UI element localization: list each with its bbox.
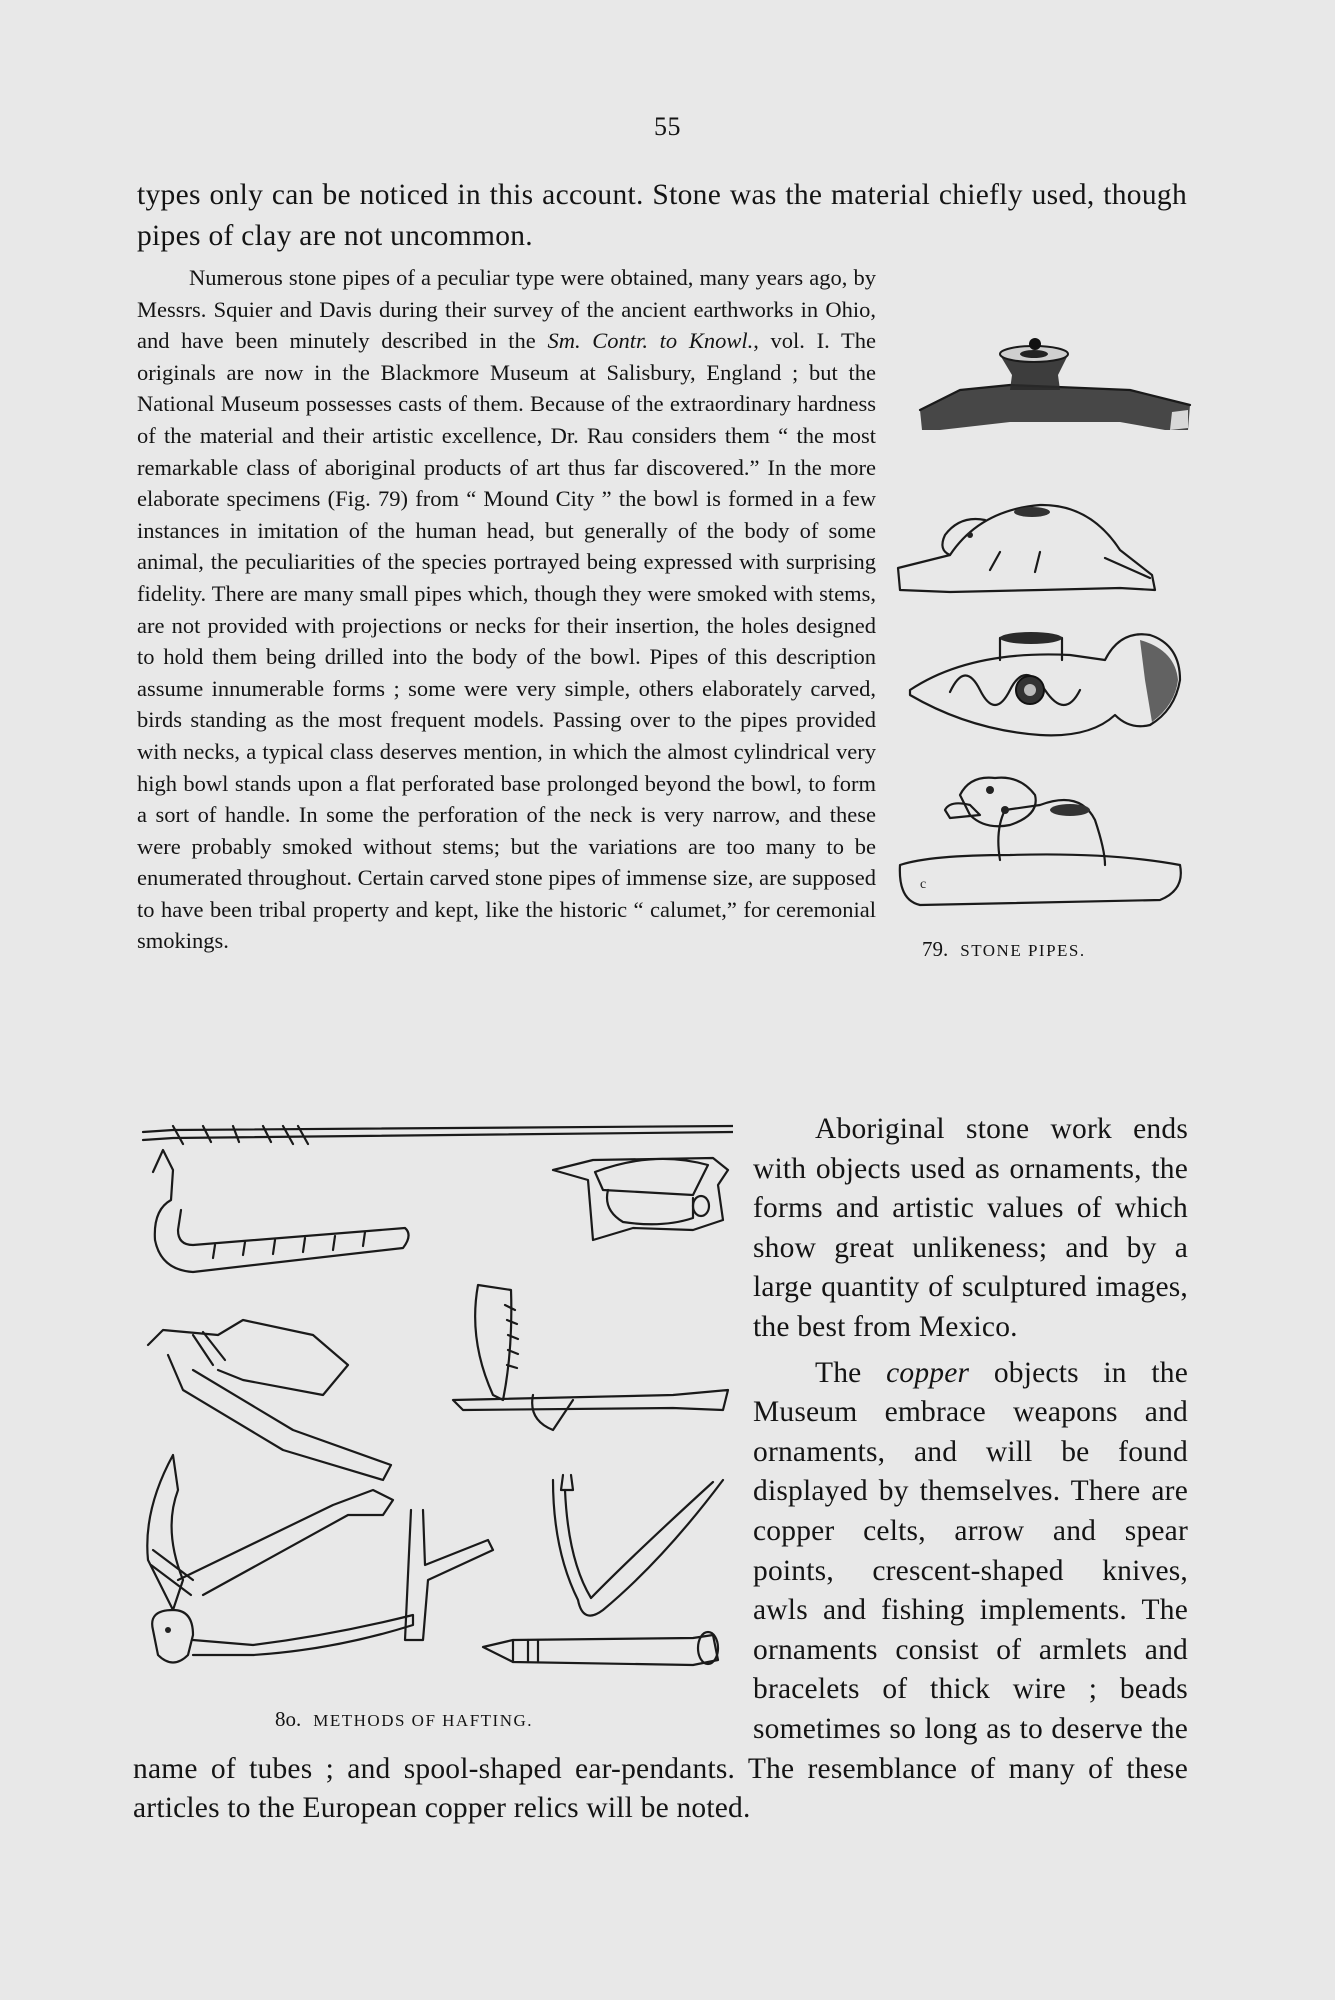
beaver-pipe-icon: [898, 505, 1155, 592]
serrated-knife-haft-icon: [453, 1285, 728, 1430]
hafting-and-copper-section: [133, 1110, 1188, 1829]
skull-knife-icon: [152, 1610, 413, 1663]
antler-fork-icon: [553, 1475, 723, 1616]
page-number: 55: [654, 112, 681, 141]
awl-handle-icon: [483, 1632, 718, 1665]
paragraph-3-text-b: objects in the Museum embrace weapons and ornaments, and will be found displayed by themselves. There are copper celts, arrow and spear points, crescent-shaped knives, awls and fishing implements. The ornaments consist of armlets and bracelets of thick wire ; beads sometimes so long as to deserve the name of tubes ; and spool-shaped ear-pendants. The resemblance of many of these articles to the European copper relics will be noted.: [133, 1356, 1188, 1825]
paragraph-stone-work: Aboriginal stone work ends with objects used as ornaments, the forms and artistic values of which show great unlikeness; and by a large quantity of sculptured images, the best from Mexico.: [753, 1113, 1188, 1343]
adze-icon: [405, 1510, 493, 1640]
serpent-pipe-icon: [910, 632, 1180, 735]
lead-paragraph: types only can be noticed in this account. Stone was the material chiefly used, though pipes of clay are not uncommon.: [137, 179, 1187, 252]
citation-smithsonian-contributions: Sm. Contr. to Knowl.: [547, 328, 754, 354]
hafted-axe-head-icon: [553, 1158, 728, 1240]
figure-79-number: 79.: [922, 937, 949, 961]
figure-79-illustration: [890, 330, 1195, 925]
figure-80-illustration: [133, 1110, 733, 1695]
figure-80-number: 8o.: [275, 1707, 302, 1731]
hafted-spear-icon: [143, 1126, 733, 1144]
platform-pipe-icon: [920, 338, 1190, 430]
hafted-celt-icon: [148, 1320, 391, 1480]
svg-text:c: c: [920, 877, 927, 892]
copper-italic: copper: [886, 1356, 970, 1389]
figure-79-caption: [922, 934, 1086, 967]
paragraph-3-text-a: The: [815, 1356, 887, 1389]
curved-pick-icon: [147, 1455, 393, 1610]
stone-pipes-section: [137, 262, 1187, 970]
paragraph-1-text-a: Numerous stone pipes of a peculiar type were obtained, many years ago, by Messrs. Squier and Davis during their survey of the ancient earthworks in Ohio, and have been minutely described in the: [137, 265, 876, 354]
frog-pipe-icon: [900, 778, 1181, 905]
curved-club-icon: [153, 1150, 409, 1272]
figure-80-caption-text: METHODS OF HAFTING.: [313, 1711, 534, 1730]
figure-79-stone-pipes: [890, 330, 1195, 970]
figure-79-caption-text: STONE PIPES.: [960, 941, 1086, 960]
figure-80-methods-of-hafting: [133, 1110, 733, 1740]
paragraph-1-text-b: , vol. I. The originals are now in the Blackmore Museum at Salisbury, England ; but the National Museum possesses casts of them. Because of the extraordinary hardness of the material and their artistic excellence, Dr. Rau considers them “ the most remarkable class of aboriginal products of art thus far discovered.” In the more elaborate specimens (Fig. 79) from “ Mound City ” the bowl is formed in a few instances in imitation of the human head, but generally of the body of some animal, the peculiarities of the species portrayed being expressed with surprising fidelity. There are many small pipes which, though they were smoked with stems, are not provided with projections or necks for their insertion, the holes designed to hold them being drilled into the body of the bowl. Pipes of this description assume innumerable forms ; some were very simple, others elaborately carved, birds standing as the most frequent models. Passing over to the pipes provided with necks, a typical class deserves mention, in which the almost cylindrical very high bowl stands upon a flat perforated base prolonged beyond the bowl, to form a sort of handle. In some the perforation of the neck is very narrow, and these were probably smoked without stems; but the variations are too many to be enumerated throughout. Certain carved stone pipes of immense size, are supposed to have been tribal property and kept, like the historic “ calumet,” for ceremonial smokings.: [137, 328, 877, 954]
figure-80-caption: [275, 1700, 533, 1741]
